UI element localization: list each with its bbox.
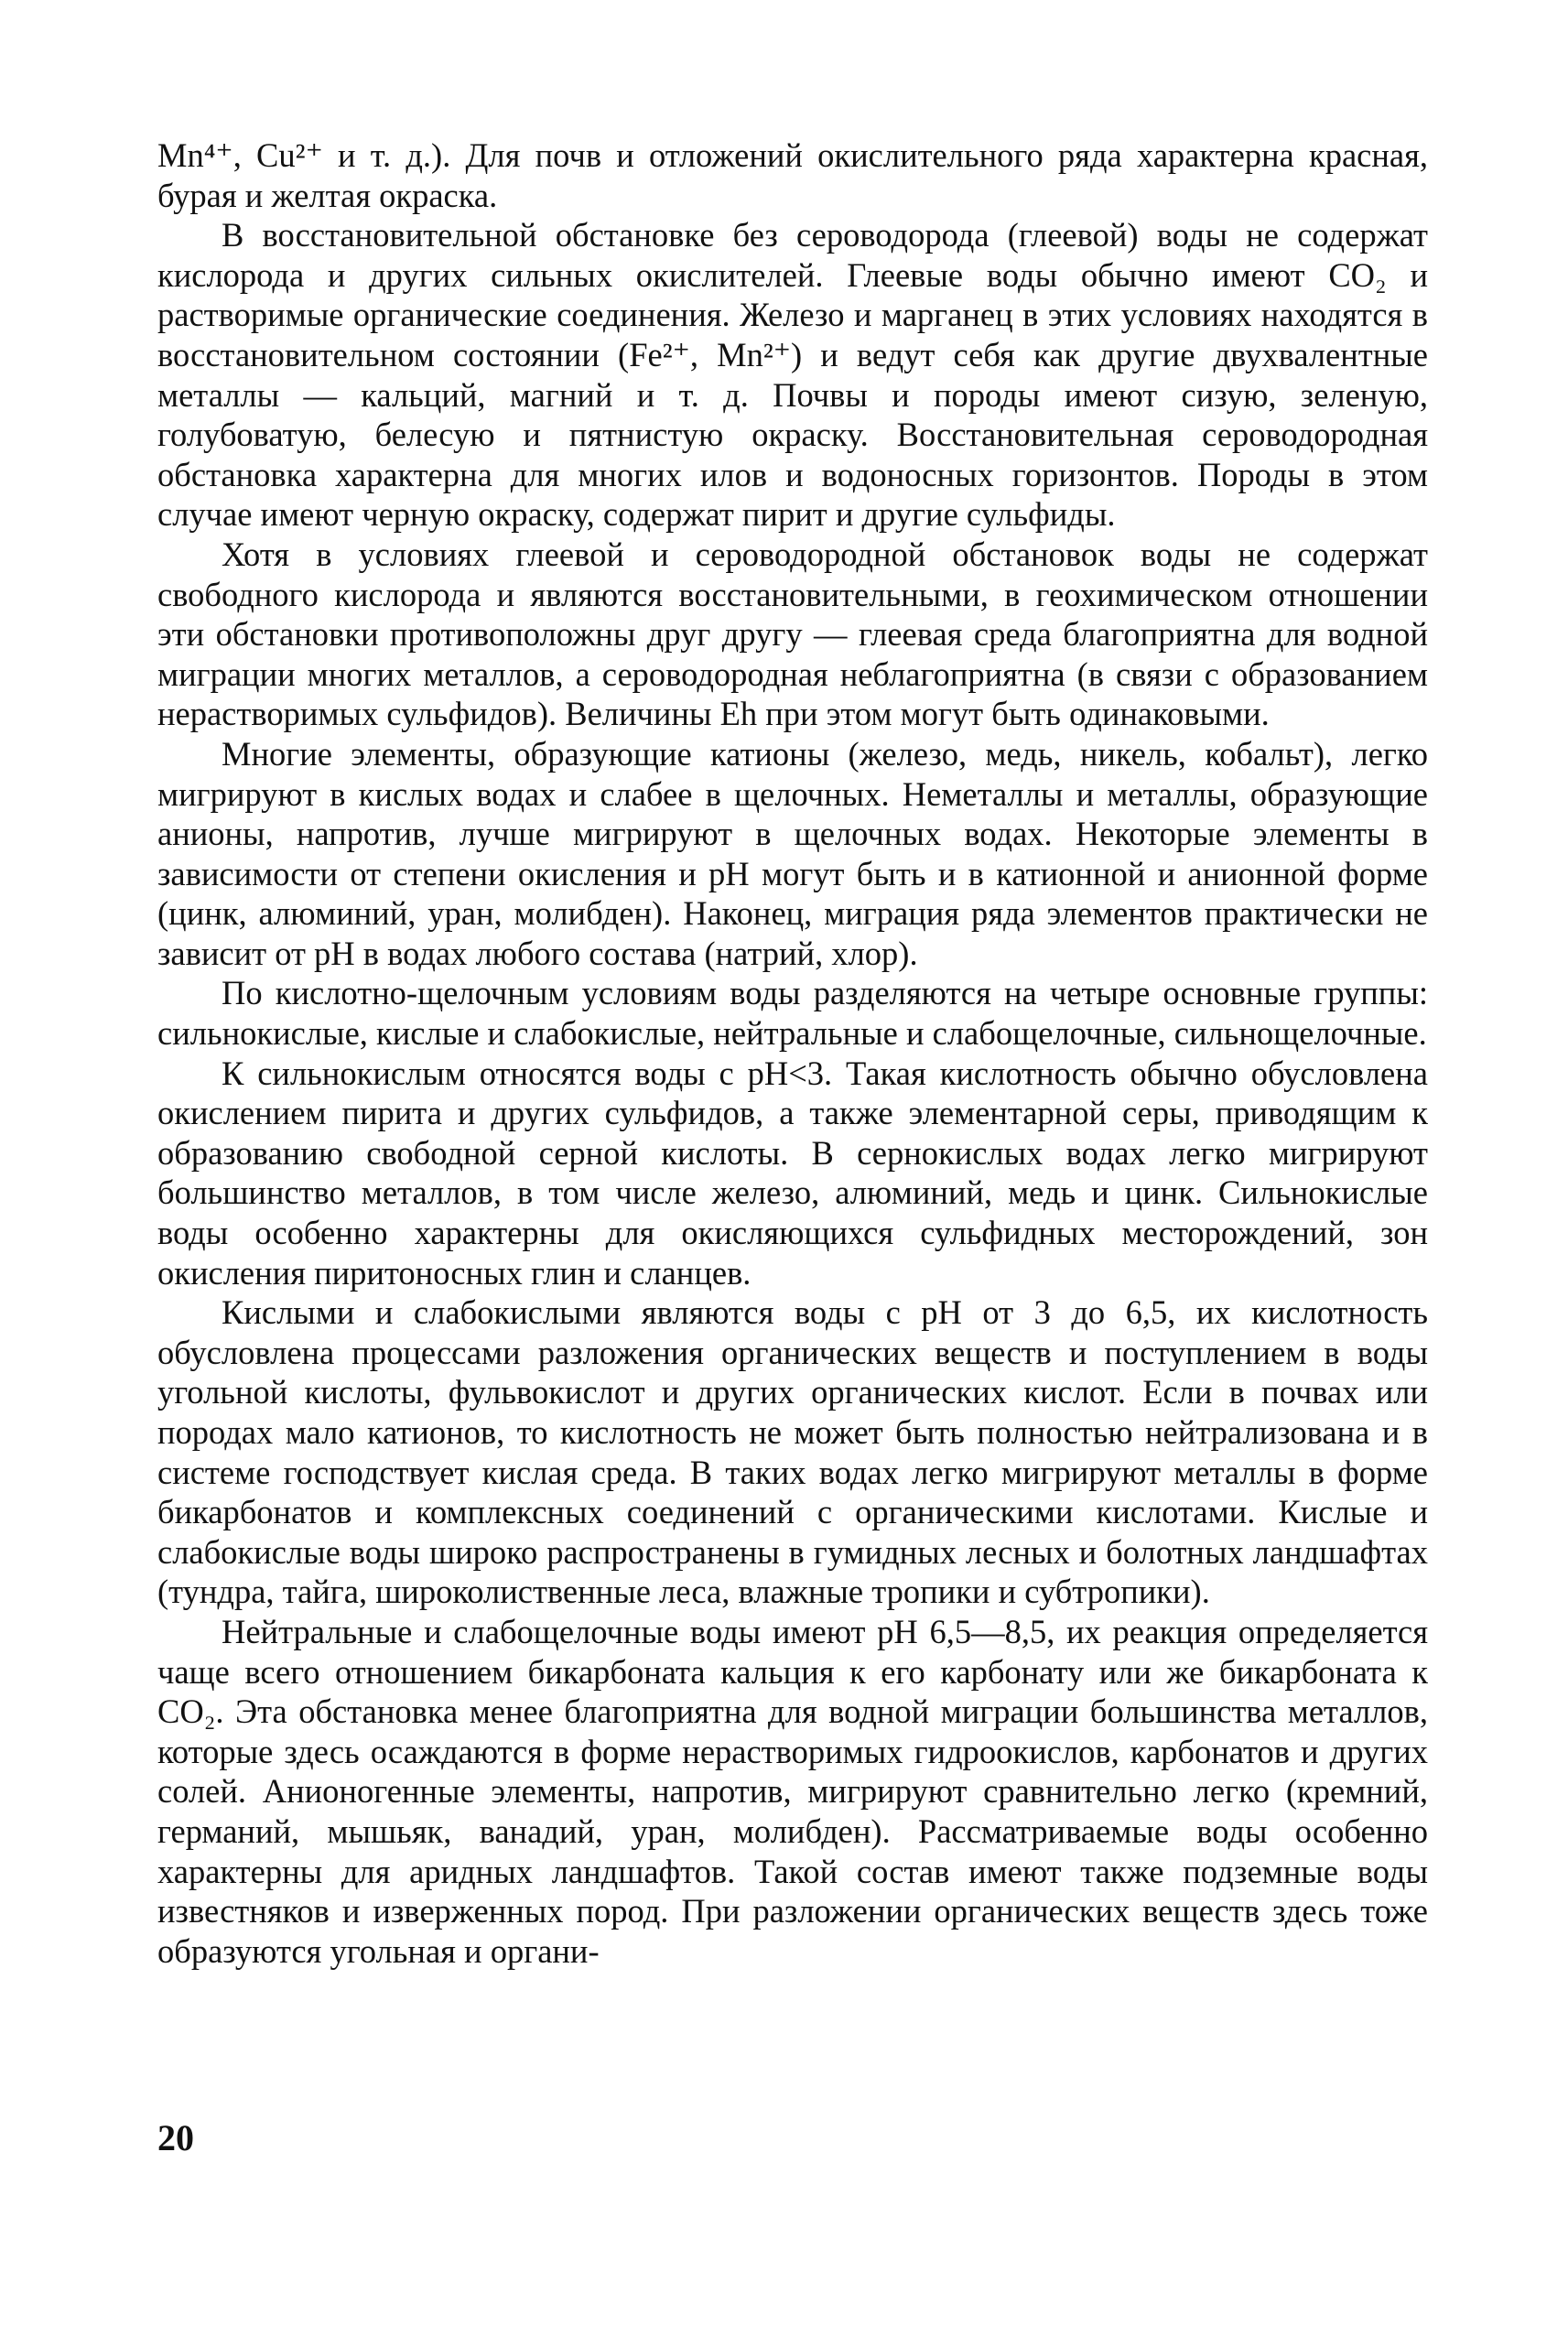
paragraph-strongly-acidic: К сильнокислым относятся воды с pH<3. Такая кислотность обычно обусловлена окислением пирита и других сульфидов, а также элементарной серы, приводящим к образованию свободной серной кислоты. В сернокислых водах легко мигрируют большинство металлов, в том числе железо, алюминий, медь и цинк. Сильнокислые воды особенно характерны для окисляющихся сульфидных месторождений, зон окисления пиритоносных глин и сланцев. xyxy=(157,1054,1428,1292)
paragraph-neutral-weakly-alkaline: Нейтральные и слабощелочные воды имеют pH 6,5—8,5, их реакция определяется чаще всего отношением бикарбоната кальция к его карбонату или же бикарбоната к CO₂. Эта обстановка менее благоприятна для водной миграции большинства металлов, которые здесь осаждаются в форме нерастворимых гидроокислов, карбонатов и других солей. Анионогенные элементы, напротив, мигрируют сравнительно легко (кремний, германий, мышьяк, ванадий, уран, молибден). Рассматриваемые воды особенно характерны для аридных ландшафтов. Такой состав имеют также подземные воды известняков и изверженных пород. При разложении органических веществ здесь тоже образуются угольная и органи- xyxy=(157,1612,1428,1970)
paragraph-gley-environment: В восстановительной обстановке без сероводорода (глеевой) воды не содержат кислорода и других сильных окислителей. Глеевые воды обычно имеют CO₂ и растворимые органические соединения. Железо и марганец в этих условиях находятся в восстановительном состоянии (Fe²⁺, Mn²⁺) и ведут себя как другие двухвалентные металлы — кальций, магний и т. д. Почвы и породы имеют сизую, зеленую, голубоватую, белесую и пятнистую окраску. Восстановительная сероводородная обстановка характерна для многих илов и водоносных горизонтов. Породы в этом случае имеют черную окраску, содержат пирит и другие сульфиды. xyxy=(157,216,1428,534)
paragraph-cation-anion-migration: Многие элементы, образующие катионы (железо, медь, никель, кобальт), легко мигрируют в кислых водах и слабее в щелочных. Неметаллы и металлы, образующие анионы, напротив, лучше мигрируют в щелочных водах. Некоторые элементы в зависимости от степени окисления и pH могут быть и в катионной и анионной форме (цинк, алюминий, уран, молибден). Наконец, миграция ряда элементов практически не зависит от pH в водах любого состава (натрий, хлор). xyxy=(157,734,1428,972)
paragraph-acidic-weakly-acidic: Кислыми и слабокислыми являются воды с pH от 3 до 6,5, их кислотность обусловлена процессами разложения органических веществ и поступлением в воды угольной кислоты, фульвокислот и других органических кислот. Если в почвах или породах мало катионов, то кислотность не может быть полностью нейтрализована и в системе господствует кислая среда. В таких водах легко мигрируют металлы в форме бикарбонатов и комплексных соединений с органическими кислотами. Кислые и слабокислые воды широко распространены в гумидных лесных и болотных ландшафтах (тундра, тайга, широколиственные леса, влажные тропики и субтропики). xyxy=(157,1293,1428,1611)
page-body xyxy=(157,135,1428,2222)
page-number: 20 xyxy=(157,2117,194,2158)
paragraph-gley-vs-hydrogen-sulfide: Хотя в условиях глеевой и сероводородной обстановок воды не содержат свободного кислорода и являются восстановительными, в геохимическом отношении эти обстановки противоположны друг другу — глеевая среда благоприятна для водной миграции многих металлов, а сероводородная неблагоприятна (в связи с образованием нерастворимых сульфидов). Величины Eh при этом могут быть одинаковыми. xyxy=(157,535,1428,733)
paragraph-continued: Mn⁴⁺, Cu²⁺ и т. д.). Для почв и отложений окислительного ряда характерна красная, бурая и желтая окраска. xyxy=(157,136,1428,214)
paragraph-acid-alkaline-groups: По кислотно-щелочным условиям воды разделяются на четыре основные группы: сильнокислые, кислые и слабокислые, нейтральные и слабощелочные, сильнощелочные. xyxy=(157,974,1428,1053)
